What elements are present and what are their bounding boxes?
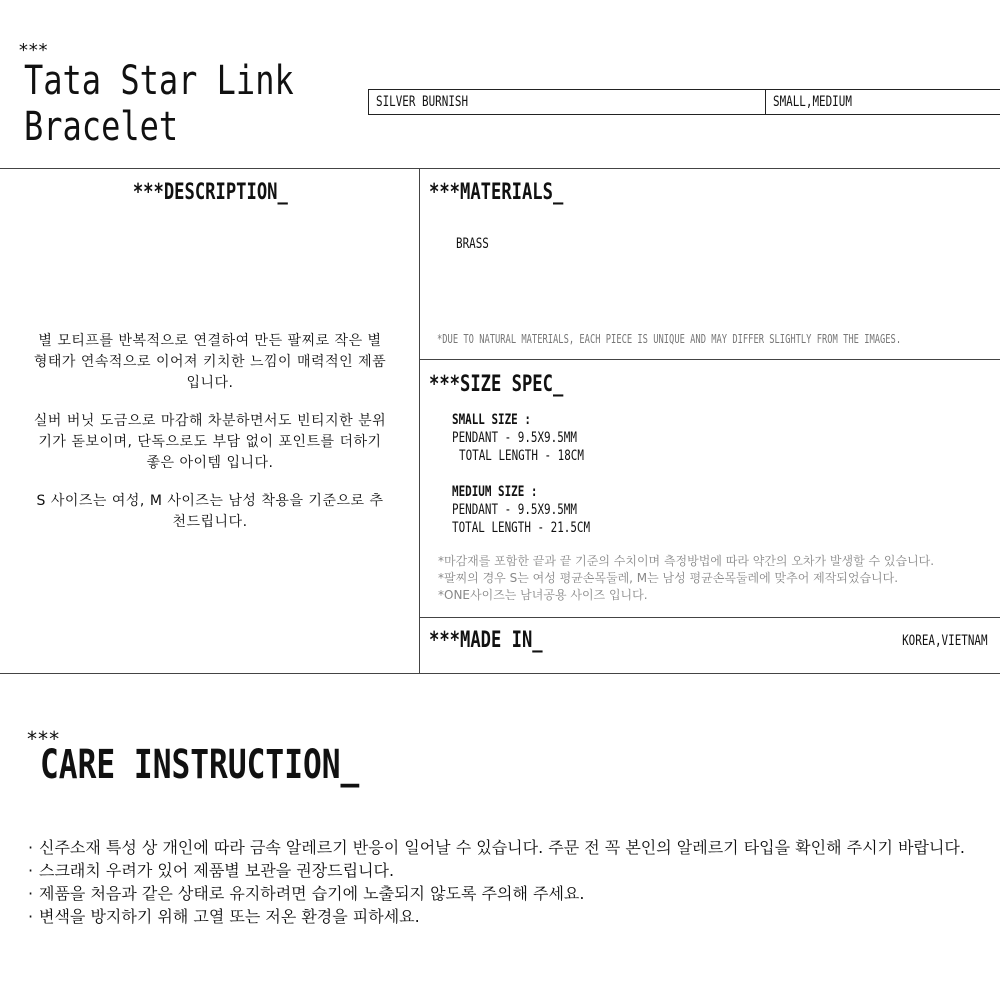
size-spec-title: ***SIZE SPEC_ <box>429 372 564 397</box>
description-title: ***DESCRIPTION_ <box>132 180 288 205</box>
care-stars: *** <box>26 727 60 751</box>
small-pendant: PENDANT - 9.5X9.5MM <box>452 430 577 446</box>
medium-length: TOTAL LENGTH - 21.5CM <box>452 520 591 536</box>
made-in-title: ***MADE IN_ <box>429 628 543 653</box>
list-item: · 신주소재 특성 상 개인에 따라 금속 알레르기 반응이 일어날 수 있습니다. 주문 전 꼭 본인의 알레르기 타입을 확인해 주시기 바랍니다. <box>28 836 978 859</box>
care-list <box>28 836 978 928</box>
size-note: *ONE사이즈는 남녀공용 사이즈 입니다. <box>438 588 648 602</box>
size-option: SMALL,MEDIUM <box>773 94 852 110</box>
product-title-line2: Bracelet <box>24 104 179 150</box>
medium-size-label: MEDIUM SIZE : <box>452 484 538 500</box>
divider-materials <box>420 359 1000 360</box>
divider-top <box>0 168 1000 169</box>
size-note: *마감재를 포함한 끝과 끝 기준의 수치이며 측정방법에 따라 약간의 오차가 발생할 수 있습니다. <box>438 554 935 568</box>
product-title-line1: Tata Star Link <box>24 58 294 104</box>
size-note: *팔찌의 경우 S는 여성 평균손목둘레, M는 남성 평균손목둘레에 맞추어 제작되었습니다. <box>438 571 899 585</box>
option-box <box>368 89 1000 115</box>
made-in-value: KOREA,VIETNAM <box>902 633 988 649</box>
list-item: · 제품을 처음과 같은 상태로 유지하려면 습기에 노출되지 않도록 주의해 주세요. <box>28 882 978 905</box>
title-stars: *** <box>18 40 48 61</box>
color-option: SILVER BURNISH <box>369 90 766 114</box>
list-item: · 스크래치 우려가 있어 제품별 보관을 권장드립니다. <box>28 859 978 882</box>
materials-title: ***MATERIALS_ <box>429 180 564 205</box>
size-notes <box>438 553 934 604</box>
divider-size <box>420 617 1000 618</box>
list-item: · 변색을 방지하기 위해 고열 또는 저온 환경을 피하세요. <box>28 905 978 928</box>
description-paragraph-2: 실버 버닛 도금으로 마감해 차분하면서도 빈티지한 분위기가 돋보이며, 단독으로도 부담 없이 포인트를 더하기 좋은 아이템 입니다. <box>33 413 387 471</box>
divider-vertical <box>419 168 420 674</box>
small-length: TOTAL LENGTH - 18CM <box>459 448 584 464</box>
small-size-label: SMALL SIZE : <box>452 412 531 428</box>
description-paragraph-3: S 사이즈는 여성, M 사이즈는 남성 착용을 기준으로 추천드립니다. <box>36 493 384 530</box>
description-paragraph-1: 별 모티프를 반복적으로 연결하여 만든 팔찌로 작은 별 형태가 연속적으로 이어져 키치한 느낌이 매력적인 제품입니다. <box>33 333 387 391</box>
medium-pendant: PENDANT - 9.5X9.5MM <box>452 502 577 518</box>
care-title: CARE INSTRUCTION_ <box>40 742 360 788</box>
product-title <box>24 58 361 150</box>
divider-bottom <box>0 673 1000 674</box>
materials-note: *DUE TO NATURAL MATERIALS, EACH PIECE IS UNIQUE AND MAY DIFFER SLIGHTLY FROM THE IMAGES. <box>437 332 902 346</box>
materials-value: BRASS <box>456 236 489 252</box>
